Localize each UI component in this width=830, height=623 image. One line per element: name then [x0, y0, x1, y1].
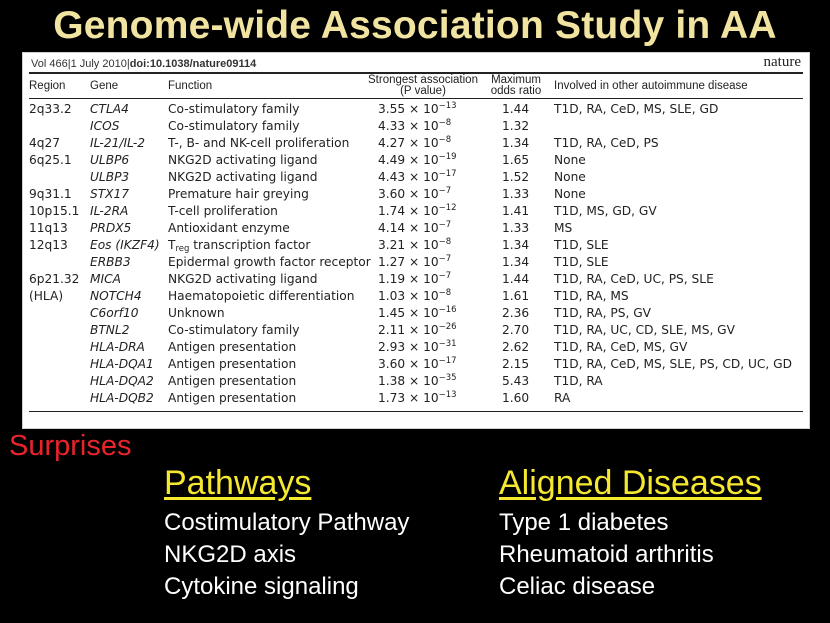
cell-odds-ratio: 1.34 [502, 255, 530, 269]
p-exponent: −8 [438, 118, 452, 128]
pathways-heading: Pathways [164, 464, 312, 502]
p-mantissa: 4.33 [378, 119, 406, 133]
table-row [23, 238, 809, 255]
p-mantissa: 1.74 [378, 204, 406, 218]
cell-odds-ratio: 1.34 [502, 136, 530, 150]
table-row [23, 102, 809, 119]
p-exponent: −7 [438, 220, 452, 230]
pathway-item: NKG2D axis [164, 541, 297, 568]
p-exponent: −17 [438, 356, 457, 366]
cell-association [378, 391, 457, 405]
cell-region: 11q13 [29, 221, 68, 235]
times-ten: × 10 [405, 119, 439, 133]
p-exponent: −12 [438, 203, 457, 213]
times-ten: × 10 [405, 391, 439, 405]
p-exponent: −7 [438, 254, 452, 264]
pathway-item: Costimulatory Pathway [164, 509, 410, 536]
header-association-line2: (P value) [400, 85, 446, 97]
cell-odds-ratio: 1.65 [502, 153, 530, 167]
p-exponent: −26 [438, 322, 457, 332]
cell-region: 4q27 [29, 136, 60, 150]
cell-odds-ratio: 2.15 [502, 357, 530, 371]
table-row [23, 391, 809, 408]
header-region: Region [29, 80, 66, 92]
function-subscript: reg [175, 244, 190, 254]
cell-function: T-cell proliferation [168, 204, 278, 218]
p-mantissa: 3.55 [378, 102, 406, 116]
function-prefix: T [168, 238, 176, 252]
table-row [23, 323, 809, 340]
table-row [23, 119, 809, 136]
cell-function: NKG2D activating ligand [168, 272, 318, 286]
disease-item: Celiac disease [499, 573, 656, 600]
table-bottom-rule [29, 411, 803, 412]
times-ten: × 10 [405, 102, 439, 116]
times-ten: × 10 [405, 323, 439, 337]
table-row [23, 136, 809, 153]
p-mantissa: 1.19 [378, 272, 406, 286]
table-row [23, 221, 809, 238]
p-exponent: −8 [438, 288, 452, 298]
cell-odds-ratio: 1.33 [502, 221, 530, 235]
pathway-item: Cytokine signaling [164, 573, 359, 600]
times-ten: × 10 [405, 204, 439, 218]
cell-association [378, 238, 451, 252]
journal-date: 1 July 2010 [70, 58, 127, 70]
cell-function: Premature hair greying [168, 187, 309, 201]
cell-gene: HLA-DQB2 [90, 391, 154, 405]
table-row [23, 374, 809, 391]
slide-title: Genome-wide Association Study in AA [53, 4, 777, 47]
cell-disease: T1D, RA, UC, CD, SLE, MS, GV [554, 323, 735, 337]
table-row [23, 272, 809, 289]
cell-gene: ICOS [90, 119, 120, 133]
cell-gene: HLA-DRA [90, 340, 145, 354]
times-ten: × 10 [405, 187, 439, 201]
cell-region: 6q25.1 [29, 153, 72, 167]
table-row [23, 357, 809, 374]
cell-function: Unknown [168, 306, 225, 320]
cell-odds-ratio: 1.33 [502, 187, 530, 201]
header-odds-line1: Maximum [491, 74, 541, 86]
cell-association [378, 136, 451, 150]
times-ten: × 10 [405, 238, 439, 252]
header-bottom-rule [29, 98, 803, 99]
cell-disease: T1D, RA [554, 374, 603, 388]
p-exponent: −13 [438, 390, 457, 400]
p-exponent: −19 [438, 152, 457, 162]
p-exponent: −31 [438, 339, 457, 349]
cell-gene: STX17 [90, 187, 130, 201]
p-mantissa: 3.60 [378, 187, 406, 201]
cell-region: (HLA) [29, 289, 64, 303]
cell-odds-ratio: 1.41 [502, 204, 530, 218]
cell-region: 9q31.1 [29, 187, 72, 201]
times-ten: × 10 [405, 153, 439, 167]
times-ten: × 10 [405, 357, 439, 371]
cell-association [378, 323, 457, 337]
times-ten: × 10 [405, 374, 439, 388]
p-mantissa: 1.27 [378, 255, 406, 269]
p-mantissa: 3.21 [378, 238, 406, 252]
cell-odds-ratio: 1.44 [502, 102, 530, 116]
cell-odds-ratio: 1.44 [502, 272, 530, 286]
cell-association [378, 357, 457, 371]
table-row [23, 170, 809, 187]
table-image-panel [22, 52, 810, 429]
cell-function [168, 238, 310, 252]
journal-doi: doi:10.1038/nature09114 [129, 58, 257, 70]
cell-disease: T1D, SLE [554, 255, 609, 269]
cell-gene: C6orf10 [90, 306, 139, 320]
cell-odds-ratio: 2.62 [502, 340, 530, 354]
cell-association [378, 289, 451, 303]
cell-disease: T1D, MS, GD, GV [554, 204, 657, 218]
cell-disease: T1D, RA, CeD, MS, SLE, PS, CD, UC, GD [554, 357, 792, 371]
header-function: Function [168, 80, 213, 92]
p-mantissa: 1.73 [378, 391, 406, 405]
journal-brand: nature [763, 54, 801, 70]
cell-odds-ratio: 1.34 [502, 238, 530, 252]
cell-function: Co-stimulatory family [168, 102, 300, 116]
p-mantissa: 2.11 [378, 323, 406, 337]
surprises-label: Surprises [9, 430, 132, 462]
cell-association [378, 153, 457, 167]
cell-gene: MICA [90, 272, 121, 286]
p-exponent: −8 [438, 237, 452, 247]
cell-disease: None [554, 153, 586, 167]
p-mantissa: 3.60 [378, 357, 406, 371]
cell-function: Antigen presentation [168, 391, 297, 405]
table-row [23, 255, 809, 272]
cell-gene: CTLA4 [90, 102, 129, 116]
cell-odds-ratio: 1.61 [502, 289, 530, 303]
cell-disease: T1D, RA, CeD, MS, SLE, GD [554, 102, 719, 116]
cell-association [378, 306, 457, 320]
journal-citation: Vol 466|1 July 2010|doi:10.1038/nature09114 [31, 58, 257, 70]
times-ten: × 10 [405, 255, 439, 269]
cell-function: Antigen presentation [168, 374, 297, 388]
cell-gene: NOTCH4 [90, 289, 142, 303]
function-text: transcription factor [193, 238, 311, 252]
table-row [23, 340, 809, 357]
cell-association [378, 340, 457, 354]
cell-association [378, 119, 451, 133]
cell-region: 6p21.32 [29, 272, 80, 286]
table-row [23, 289, 809, 306]
cell-gene: IL-21/IL-2 [90, 136, 146, 150]
cell-gene: Eos (IKZF4) [90, 238, 160, 252]
aligned-diseases-heading: Aligned Diseases [499, 464, 762, 502]
cell-odds-ratio: 2.36 [502, 306, 530, 320]
cell-association [378, 255, 451, 269]
p-mantissa: 4.43 [378, 170, 406, 184]
cell-function: Antioxidant enzyme [168, 221, 290, 235]
cell-association [378, 221, 451, 235]
cell-disease: T1D, RA, CeD, UC, PS, SLE [554, 272, 714, 286]
times-ten: × 10 [405, 340, 439, 354]
table-row [23, 153, 809, 170]
cell-association [378, 374, 457, 388]
cell-function: Epidermal growth factor receptor [168, 255, 371, 269]
cell-function: T-, B- and NK-cell proliferation [168, 136, 350, 150]
cell-gene: IL-2RA [90, 204, 129, 218]
table-row [23, 187, 809, 204]
cell-association [378, 204, 457, 218]
cell-disease: T1D, RA, MS [554, 289, 629, 303]
p-mantissa: 4.14 [378, 221, 406, 235]
times-ten: × 10 [405, 272, 439, 286]
cell-region: 12q13 [29, 238, 68, 252]
times-ten: × 10 [405, 306, 439, 320]
p-exponent: −13 [438, 101, 457, 111]
cell-function: Co-stimulatory family [168, 119, 300, 133]
header-disease: Involved in other autoimmune disease [554, 80, 748, 92]
header-gene: Gene [90, 80, 119, 92]
cell-gene: ULBP6 [90, 153, 130, 167]
cell-function: Co-stimulatory family [168, 323, 300, 337]
cell-association [378, 170, 457, 184]
cell-odds-ratio: 1.32 [502, 119, 530, 133]
p-exponent: −35 [438, 373, 457, 383]
cell-function: NKG2D activating ligand [168, 153, 318, 167]
cell-disease: None [554, 187, 586, 201]
cell-disease: None [554, 170, 586, 184]
cell-gene: PRDX5 [90, 221, 132, 235]
table-row [23, 204, 809, 221]
p-mantissa: 1.38 [378, 374, 406, 388]
journal-header [23, 55, 809, 73]
disease-item: Rheumatoid arthritis [499, 541, 714, 568]
times-ten: × 10 [405, 221, 439, 235]
cell-function: NKG2D activating ligand [168, 170, 318, 184]
cell-gene: HLA-DQA1 [90, 357, 154, 371]
disease-item: Type 1 diabetes [499, 509, 669, 536]
cell-function: Haematopoietic differentiation [168, 289, 355, 303]
journal-volume: Vol 466 [31, 58, 68, 70]
p-exponent: −8 [438, 135, 452, 145]
p-mantissa: 4.49 [378, 153, 406, 167]
header-association-line1: Strongest association [368, 74, 478, 86]
p-exponent: −7 [438, 186, 452, 196]
cell-gene: ERBB3 [90, 255, 131, 269]
p-exponent: −16 [438, 305, 457, 315]
p-mantissa: 2.93 [378, 340, 406, 354]
header-odds-ratio [485, 75, 547, 97]
cell-association [378, 187, 451, 201]
cell-region: 10p15.1 [29, 204, 80, 218]
p-mantissa: 1.45 [378, 306, 406, 320]
times-ten: × 10 [405, 289, 439, 303]
cell-region: 2q33.2 [29, 102, 72, 116]
p-mantissa: 4.27 [378, 136, 406, 150]
times-ten: × 10 [405, 136, 439, 150]
header-association [362, 75, 484, 97]
p-exponent: −7 [438, 271, 452, 281]
cell-odds-ratio: 1.60 [502, 391, 530, 405]
cell-gene: BTNL2 [90, 323, 130, 337]
header-odds-line2: odds ratio [490, 85, 542, 97]
cell-disease: RA [554, 391, 571, 405]
cell-gene: HLA-DQA2 [90, 374, 154, 388]
cell-function: Antigen presentation [168, 340, 297, 354]
cell-disease: T1D, RA, CeD, MS, GV [554, 340, 688, 354]
cell-odds-ratio: 5.43 [502, 374, 530, 388]
p-exponent: −17 [438, 169, 457, 179]
cell-association [378, 272, 451, 286]
cell-disease: T1D, RA, CeD, PS [554, 136, 659, 150]
cell-gene: ULBP3 [90, 170, 130, 184]
cell-disease: T1D, SLE [554, 238, 609, 252]
cell-disease: T1D, RA, PS, GV [554, 306, 652, 320]
cell-association [378, 102, 457, 116]
cell-function: Antigen presentation [168, 357, 297, 371]
cell-odds-ratio: 1.52 [502, 170, 530, 184]
p-mantissa: 1.03 [378, 289, 406, 303]
times-ten: × 10 [405, 170, 439, 184]
cell-disease: MS [554, 221, 573, 235]
cell-odds-ratio: 2.70 [502, 323, 530, 337]
table-row [23, 306, 809, 323]
